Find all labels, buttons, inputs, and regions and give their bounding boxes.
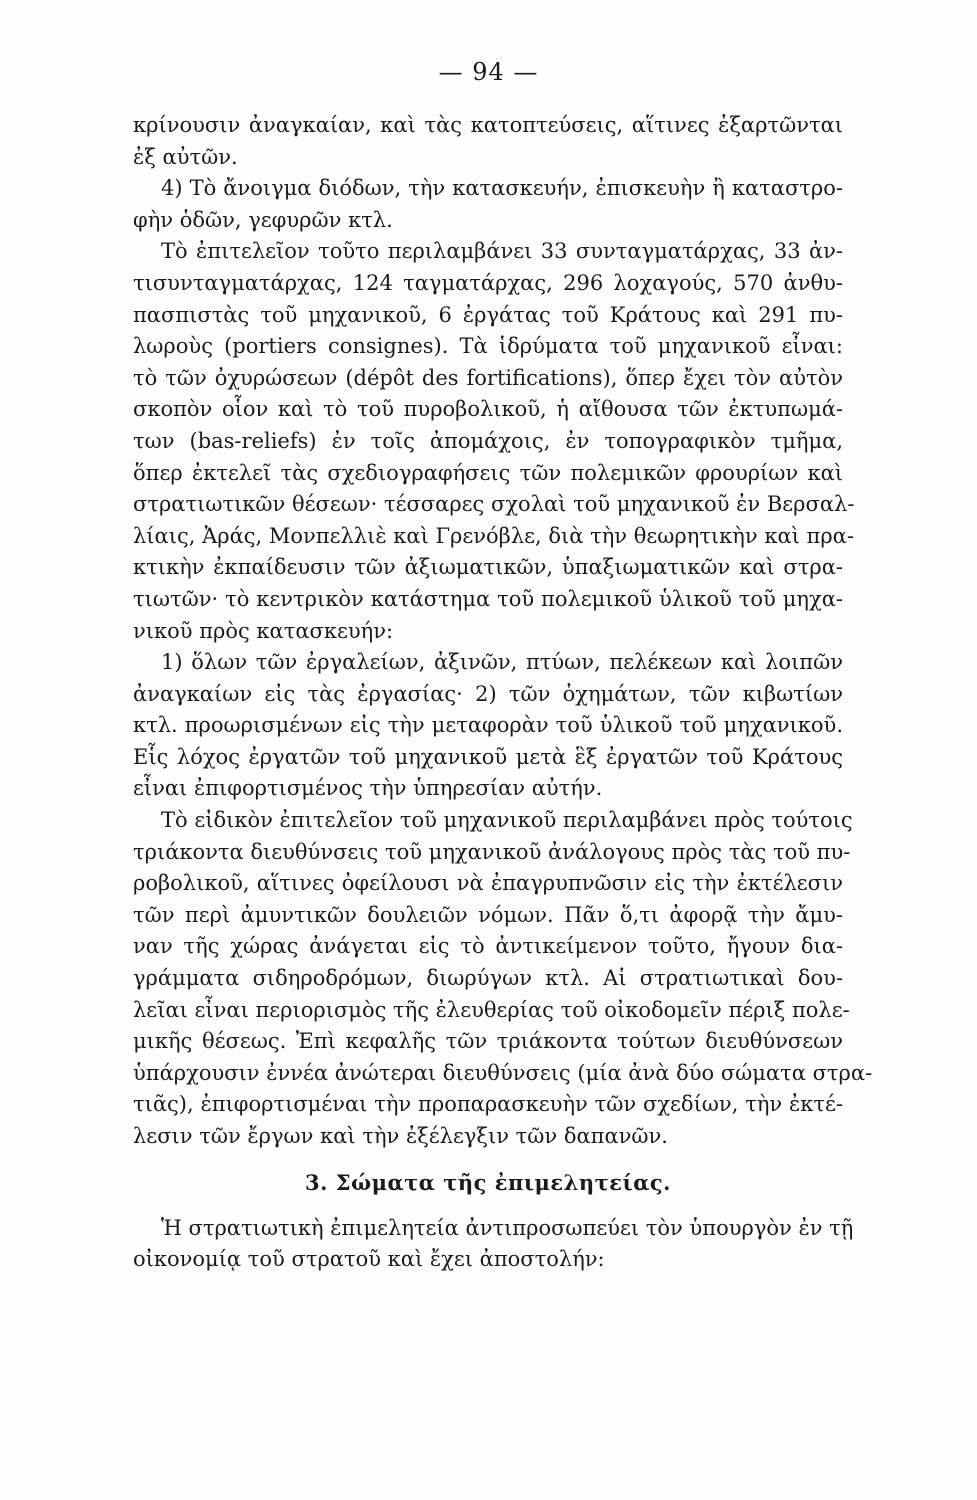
text-line: σκοπὸν οἷον καὶ τὸ τοῦ πυροβολικοῦ, ἡ αἴθουσα τῶν ἐκτυπωμά- bbox=[133, 397, 843, 422]
text-line: φὴν ὁδῶν, γεφυρῶν κτλ. bbox=[133, 207, 393, 232]
text-line: Εἷς λόχος ἐργατῶν τοῦ μηχανικοῦ μετὰ ἓξ ἐργατῶν τοῦ Κράτους bbox=[133, 744, 843, 769]
text-line: κτικὴν ἐκπαίδευσιν τῶν ἀξιωματικῶν, ὑπαξιωματικῶν καὶ στρα- bbox=[133, 555, 843, 580]
text-line: στρατιωτικῶν θέσεων· τέσσαρες σχολαὶ τοῦ μηχανικοῦ ἐν Βερσαλ- bbox=[133, 492, 855, 517]
text-line: 4) Τὸ ἄνοιγμα διόδων, τὴν κατασκευήν, ἐπισκευὴν ἢ καταστρο- bbox=[161, 176, 843, 201]
text-line: πασπιστὰς τοῦ μηχανικοῦ, 6 ἐργάτας τοῦ Κράτους καὶ 291 πυ- bbox=[133, 302, 843, 327]
text-line: κτλ. προωρισμένων εἰς τὴν μεταφορὰν τοῦ ὑλικοῦ τοῦ μηχανικοῦ. bbox=[133, 713, 843, 738]
text-line: λωροὺς (portiers consignes). Τὰ ἱδρύματα τοῦ μηχανικοῦ εἶναι: bbox=[133, 334, 843, 359]
text-line: γράμματα σιδηροδρόμων, διωρύγων κτλ. Αἱ στρατιωτικαὶ δου- bbox=[133, 966, 843, 991]
text-line: οἰκονομίᾳ τοῦ στρατοῦ καὶ ἔχει ἀποστολήν: bbox=[133, 1247, 605, 1272]
page-number: — 94 — bbox=[438, 58, 539, 86]
text-line: των (bas-reliefs) ἐν τοῖς ἀπομάχοις, ἐν τοπογραφικὸν τμῆμα, bbox=[133, 428, 843, 453]
text-line: ὑπάρχουσιν ἐννέα ἀνώτεραι διευθύνσεις (μία ἀνὰ δύο σώματα στρα- bbox=[133, 1060, 873, 1085]
text-line: τισυνταγματάρχας, 124 ταγματάρχας, 296 λοχαγούς, 570 ἀνθυ- bbox=[133, 270, 843, 295]
text-line: εἶναι ἐπιφορτισμένος τὴν ὑπηρεσίαν αὐτήν. bbox=[133, 776, 603, 801]
text-line: λεῖαι εἶναι περιορισμὸς τῆς ἐλευθερίας τοῦ οἰκοδομεῖν πέριξ πολε- bbox=[133, 997, 850, 1022]
text-line: τῶν περὶ ἀμυντικῶν δουλειῶν νόμων. Πᾶν ὅ,τι ἀφορᾷ τὴν ἄμυ- bbox=[133, 902, 843, 927]
body-text bbox=[133, 110, 873, 1276]
text-line: τιωτῶν· τὸ κεντρικὸν κατάστημα τοῦ πολεμικοῦ ὑλικοῦ τοῦ μηχα- bbox=[133, 586, 843, 611]
text-line: ὅπερ ἐκτελεῖ τὰς σχεδιογραφήσεις τῶν πολεμικῶν φρουρίων καὶ bbox=[133, 460, 843, 485]
text-line: ἀναγκαίων εἰς τὰς ἐργασίας· 2) τῶν ὀχημάτων, τῶν κιβωτίων bbox=[133, 681, 843, 706]
text-line: νικοῦ πρὸς κατασκευήν: bbox=[133, 618, 394, 643]
text-line: ναν τῆς χώρας ἀνάγεται εἰς τὸ ἀντικείμενον τοῦτο, ἤγουν δια- bbox=[133, 934, 843, 959]
text-line: ροβολικοῦ, αἵτινες ὀφείλουσι νὰ ἐπαγρυπνῶσιν εἰς τὴν ἐκτέλεσιν bbox=[133, 871, 843, 896]
section-heading: 3. Σώματα τῆς ἐπιμελητείας. bbox=[305, 1169, 671, 1195]
text-line: Ἡ στρατιωτικὴ ἐπιμελητεία ἀντιπροσωπεύει τὸν ὑπουργὸν ἐν τῇ bbox=[161, 1215, 854, 1240]
text-line: κρίνουσιν ἀναγκαίαν, καὶ τὰς κατοπτεύσεις, αἵτινες ἐξαρτῶνται bbox=[133, 113, 843, 137]
text-line: λίαις, Ἀράς, Μονπελλιὲ καὶ Γρενόβλε, διὰ τὴν θεωρητικὴν καὶ πρα- bbox=[133, 523, 854, 548]
spacer bbox=[133, 1153, 843, 1165]
text-line: τριάκοντα διευθύνσεις τοῦ μηχανικοῦ ἀνάλογους πρὸς τὰς τοῦ πυ- bbox=[133, 839, 851, 864]
text-line: τιᾶς), ἐπιφορτισμέναι τὴν προπαρασκευὴν τῶν σχεδίων, τὴν ἐκτέ- bbox=[133, 1092, 843, 1117]
text-line: Τὸ ἐπιτελεῖον τοῦτο περιλαμβάνει 33 συνταγματάρχας, 33 ἀν- bbox=[161, 239, 843, 264]
text-line: μικῆς θέσεως. Ἐπὶ κεφαλῆς τῶν τριάκοντα τούτων διευθύνσεων bbox=[133, 1029, 843, 1054]
text-line: λεσιν τῶν ἔργων καὶ τὴν ἐξέλεγξιν τῶν δαπανῶν. bbox=[133, 1124, 668, 1148]
spacer bbox=[133, 1201, 843, 1213]
text-line: 1) ὅλων τῶν ἐργαλείων, ἀξινῶν, πτύων, πελέκεων καὶ λοιπῶν bbox=[161, 650, 843, 675]
text-line: τὸ τῶν ὀχυρώσεων (dépôt des fortifications), ὅπερ ἔχει τὸν αὐτὸν bbox=[133, 365, 843, 390]
text-line: Τὸ εἰδικὸν ἐπιτελεῖον τοῦ μηχανικοῦ περιλαμβάνει πρὸς τούτοις bbox=[161, 808, 853, 833]
text-line: ἐξ αὐτῶν. bbox=[133, 144, 238, 169]
